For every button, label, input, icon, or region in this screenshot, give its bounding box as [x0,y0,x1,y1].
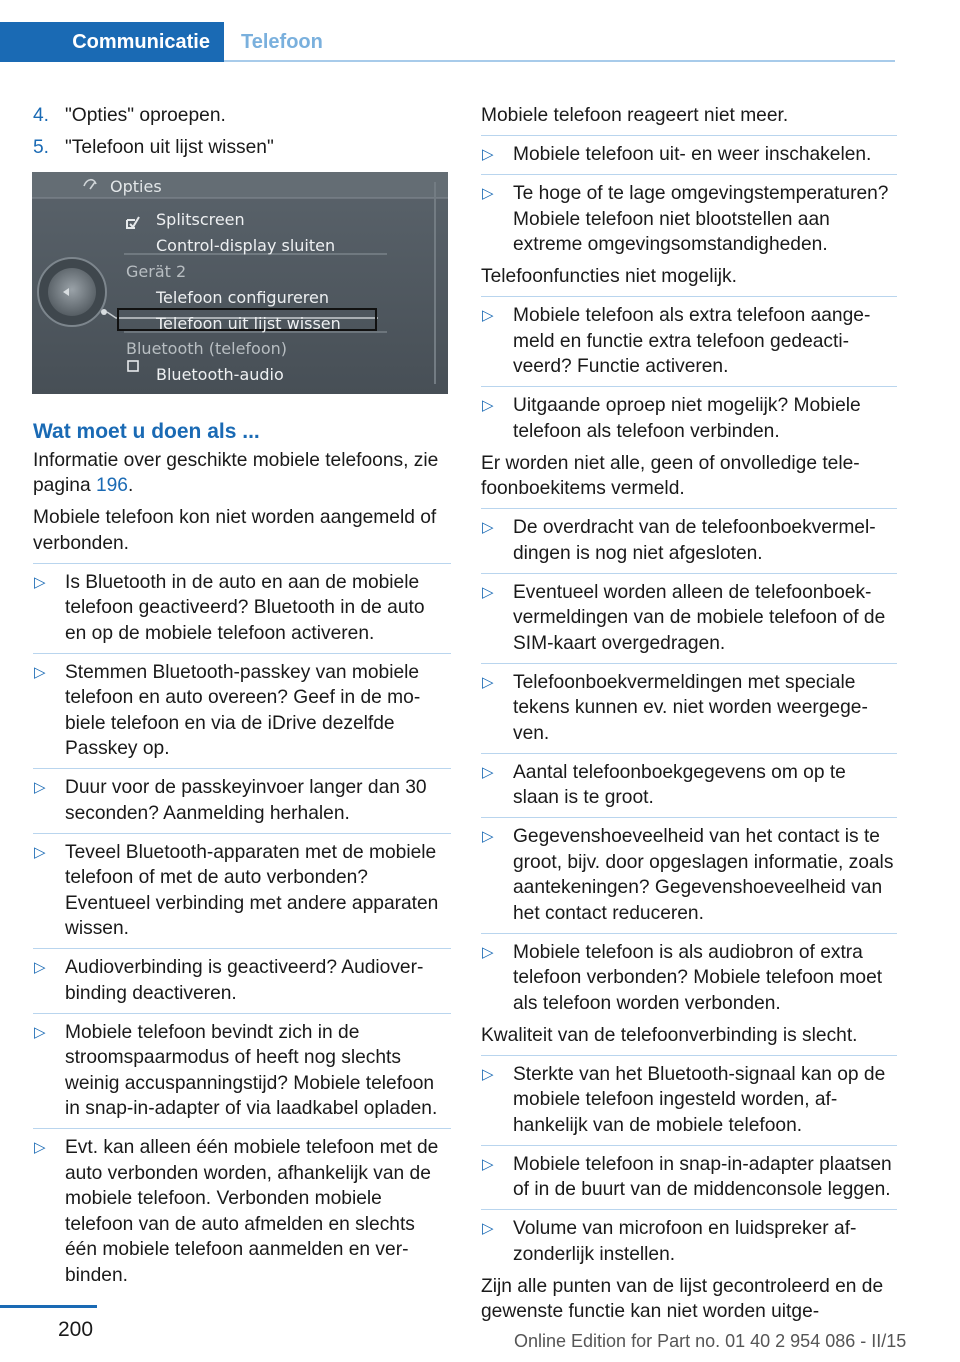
triangle-bullet-icon: ▷ [482,1065,494,1083]
triangle-bullet-icon: ▷ [482,146,494,163]
step-text: "Telefoon uit lijst wissen" [65,137,274,158]
list-item [33,1013,451,1122]
triangle-bullet-icon: ▷ [34,959,46,976]
left-column [33,103,451,1295]
list-item [481,1145,897,1203]
list-item-text: Audioverbinding is geactiveerd? Audioverbinding deactiveren. [65,957,424,1004]
list-item-text: Stemmen Bluetooth-passkey van mobiele telefoon en auto overeen? Geef in de mobiele telefoon en via de iDrive dezelfde Passkey op. [65,661,421,759]
list-item-text: Aantal telefoonboekgegevens om op te slaan is te groot. [513,761,846,808]
edition-note: Online Edition for Part no. 01 40 2 954 086 - II/15 [514,1331,907,1351]
intro-text: Informatie over geschikte mobiele telefoons, zie pagina [33,449,439,496]
menu-item-close-display[interactable]: Control-display sluiten [156,235,336,255]
step-item [33,135,451,161]
triangle-bullet-icon: ▷ [34,1023,46,1041]
list-item [481,817,897,926]
list-item [481,386,897,444]
section-bluetooth-phone: Bluetooth (telefoon) [126,338,287,358]
list-item-text: Mobiele telefoon in snap-in-adapter plaatsen of in de buurt van de middenconsole leggen. [513,1153,892,1200]
triangle-bullet-icon: ▷ [482,397,494,414]
intro-period: . [127,475,134,496]
triangle-bullet-icon: ▷ [482,583,494,601]
problem-paragraph: Mobiele telefoon reageert niet meer. [481,105,789,126]
list-item [33,653,451,762]
list-item-text: Duur voor de passkeyinvoer langer dan 30 seconden? Aanmelding herhalen. [65,777,427,824]
menu-item-configure-phone[interactable]: Telefoon configureren [156,287,330,307]
triangle-bullet-icon: ▷ [34,573,46,591]
list-item [481,296,897,380]
page-number: 200 [58,1318,94,1341]
list-item [481,933,897,1017]
list-item-text: Mobiele telefoon als extra telefoon aangemeld en functie extra telefoon gedeactiveerd? Functie activeren. [513,305,871,377]
problem-paragraph: Er worden niet alle, geen of onvolledige telefoonboekitems vermeld. [481,452,860,499]
list-item [481,663,897,747]
list-item [481,135,897,168]
list-item-text: Volume van microfoon en luidspreker afzonderlijk instellen. [513,1218,857,1265]
list-item-text: Is Bluetooth in de auto en aan de mobiele telefoon geactiveerd? Bluetooth in de auto en op de mobiele telefoon activeren. [65,571,425,644]
problem-paragraph: Kwaliteit van de telefoonverbinding is slecht. [481,1024,858,1046]
triangle-bullet-icon: ▷ [34,843,46,861]
triangle-bullet-icon: ▷ [482,1220,494,1237]
triangle-bullet-icon: ▷ [482,307,494,324]
chapter-tabs [0,22,895,62]
menu-item-bluetooth-audio[interactable]: Bluetooth-audio [156,364,284,384]
section-device-2: Gerät 2 [126,261,187,281]
menu-item-delete-phone[interactable]: Telefoon uit lijst wissen [156,313,341,333]
triangle-bullet-icon: ▷ [482,673,494,691]
intro-paragraph [33,448,451,499]
list-item [33,833,451,942]
menu-item-splitscreen[interactable]: Splitscreen [156,209,245,229]
footer-rule [0,1305,97,1308]
triangle-bullet-icon: ▷ [482,943,494,961]
idrive-screenshot [32,172,448,394]
list-item [33,948,451,1006]
triangle-bullet-icon: ▷ [34,1139,46,1156]
list-item-text: Telefoonboekvermeldingen met speciale tekens kunnen ev. niet worden weergegeven. [513,671,868,744]
list-item-text: Evt. kan alleen één mobiele telefoon met de auto verbonden worden, afhankelijk van de mobiele telefoon. Verbonden mobiele telefoon van de auto afmelden en slechts één mobiele telefoon aanmelden en verbinden. [65,1137,439,1286]
triangle-bullet-icon: ▷ [482,519,494,536]
list-item [33,1128,451,1288]
problem-paragraph: Mobiele telefoon kon niet worden aangemeld of verbonden. [33,507,437,554]
list-item [481,1209,897,1267]
list-item [481,174,897,258]
triangle-bullet-icon: ▷ [482,185,494,202]
step-number: 5. [33,137,50,158]
list-item [481,1055,897,1139]
problem-paragraph: Zijn alle punten van de lijst gecontroleerd en de gewenste functie kan niet worden uitge- [481,1275,884,1322]
section-heading: Wat moet u doen als ... [33,419,260,443]
page-link[interactable]: 196 [95,475,128,496]
list-item-text: Mobiele telefoon is als audiobron of extra telefoon verbonden? Mobiele telefoon moet als telefoon worden verbonden. [513,941,883,1014]
list-item [481,508,897,566]
list-item [33,563,451,647]
list-item-text: Gegevenshoeveelheid van het contact is te groot, bijv. door opgeslagen informatie, zoals aantekeningen? Gegevenshoeveelheid van het contact reduceren. [513,826,894,924]
list-item-text: Uitgaande oproep niet mogelijk? Mobiele telefoon als telefoon verbinden. [513,395,861,442]
step-number: 4. [33,105,50,126]
list-item-text: Sterkte van het Bluetooth-signaal kan op de mobiele telefoon ingesteld worden, afhankelijk van de mobiele telefoon. [513,1063,886,1136]
triangle-bullet-icon: ▷ [482,1155,494,1173]
list-item-text: Te hoge of te lage omgevingstemperaturen? Mobiele telefoon niet blootstellen aan extreme omgevingsomstandigheden. [513,183,889,255]
triangle-bullet-icon: ▷ [34,663,46,681]
list-item-text: Mobiele telefoon bevindt zich in de stroomspaarmodus of heeft nog slechts weinig accuspanningstijd? Mobiele telefoon in snap-in-adapter of via laadkabel opladen. [65,1021,438,1119]
controller-knob [48,268,96,316]
list-item-text: Mobiele telefoon uit- en weer inschakelen. [513,144,872,165]
screen-title: Opties [110,176,162,196]
triangle-bullet-icon: ▷ [482,828,494,845]
step-item [33,103,451,129]
list-item [481,753,897,811]
list-item-text: De overdracht van de telefoonboekvermeldingen is nog niet afgesloten. [513,517,876,564]
list-item [33,768,451,826]
tab-telefoon[interactable]: Telefoon [241,31,323,53]
right-column [481,103,897,1331]
list-item-text: Eventueel worden alleen de telefoonboekvermeldingen van de mobiele telefoon of de SIM-kaart overgedragen. [513,581,886,654]
problem-paragraph: Telefoonfuncties niet mogelijk. [481,266,737,287]
tab-communicatie[interactable]: Communicatie [0,22,224,62]
list-item-text: Teveel Bluetooth-apparaten met de mobiele telefoon of met de auto verbonden? Eventueel verbinding met andere apparaten wissen. [65,841,439,939]
step-text: "Opties" oproepen. [65,105,226,126]
triangle-bullet-icon: ▷ [482,763,494,781]
triangle-bullet-icon: ▷ [34,779,46,796]
list-item [481,573,897,657]
tab-divider [224,60,895,62]
